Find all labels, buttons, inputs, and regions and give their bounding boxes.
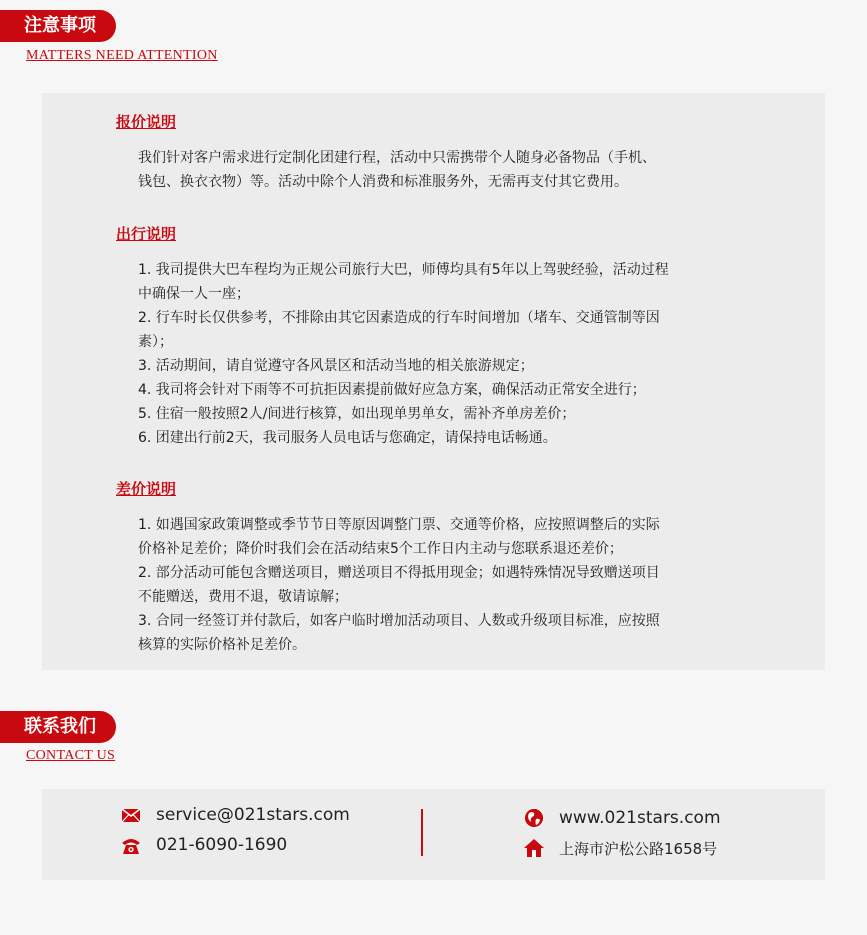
email-row[interactable] [120, 804, 350, 826]
travel-line: 中确保一人一座； [138, 286, 250, 302]
globe-icon [523, 807, 545, 829]
phone-row[interactable] [120, 834, 287, 856]
travel-line: 2. 行车时长仅供参考，不排除由其它因素造成的行车时间增加（堵车、交通管制等因 [138, 310, 660, 326]
price-difference-line: 不能赠送，费用不退，敬请谅解； [138, 589, 348, 605]
home-icon [523, 837, 545, 859]
travel-line: 4. 我司将会针对下雨等不可抗拒因素提前做好应急方案，确保活动正常安全进行； [138, 382, 646, 398]
travel-line: 3. 活动期间，请自觉遵守各风景区和活动当地的相关旅游规定； [138, 358, 534, 374]
pricing-title: 报价说明 [116, 113, 177, 131]
website-text[interactable]: www.021stars.com [559, 808, 721, 828]
travel-section [116, 222, 706, 450]
price-difference-line: 2. 部分活动可能包含赠送项目，赠送项目不得抵用现金；如遇特殊情况导致赠送项目 [138, 565, 660, 581]
price-difference-section [116, 477, 706, 657]
travel-title: 出行说明 [116, 225, 177, 243]
pricing-line: 我们针对客户需求进行定制化团建行程，活动中只需携带个人随身必备物品（手机、 [138, 150, 656, 166]
price-difference-line: 1. 如遇国家政策调整或季节节日等原因调整门票、交通等价格，应按照调整后的实际 [138, 517, 660, 533]
address-row [523, 837, 717, 859]
phone-text[interactable]: 021-6090-1690 [156, 835, 288, 855]
envelope-icon [120, 804, 142, 826]
pricing-section [116, 110, 706, 194]
notice-section-tag: 注意事项 [0, 10, 116, 42]
contact-divider [421, 809, 423, 856]
travel-line: 素）； [138, 334, 173, 350]
contact-section-tag: 联系我们 [0, 711, 116, 743]
notice-section-subtitle: MATTERS NEED ATTENTION [26, 48, 218, 63]
contact-panel [42, 789, 825, 880]
website-row[interactable] [523, 807, 721, 829]
travel-line: 6. 团建出行前2天，我司服务人员电话与您确定，请保持电话畅通。 [138, 430, 557, 446]
notice-panel [42, 93, 825, 670]
travel-line: 1. 我司提供大巴车程均为正规公司旅行大巴，师傅均具有5年以上驾驶经验，活动过程 [138, 262, 669, 278]
price-difference-line: 核算的实际价格补足差价。 [138, 637, 306, 653]
address-text: 上海市沪松公路1658号 [559, 839, 718, 858]
travel-line: 5. 住宿一般按照2人/间进行核算，如出现单男单女，需补齐单房差价； [138, 406, 576, 422]
price-difference-line: 价格补足差价；降价时我们会在活动结束5个工作日内主动与您联系退还差价； [138, 541, 623, 557]
email-text[interactable]: service@021stars.com [156, 805, 350, 825]
price-difference-title: 差价说明 [116, 480, 177, 498]
contact-section-subtitle: CONTACT US [26, 748, 116, 763]
price-difference-line: 3. 合同一经签订并付款后，如客户临时增加活动项目、人数或升级项目标准，应按照 [138, 613, 660, 629]
pricing-line: 钱包、换衣衣物）等。活动中除个人消费和标准服务外，无需再支付其它费用。 [138, 174, 628, 190]
phone-icon [120, 834, 142, 856]
